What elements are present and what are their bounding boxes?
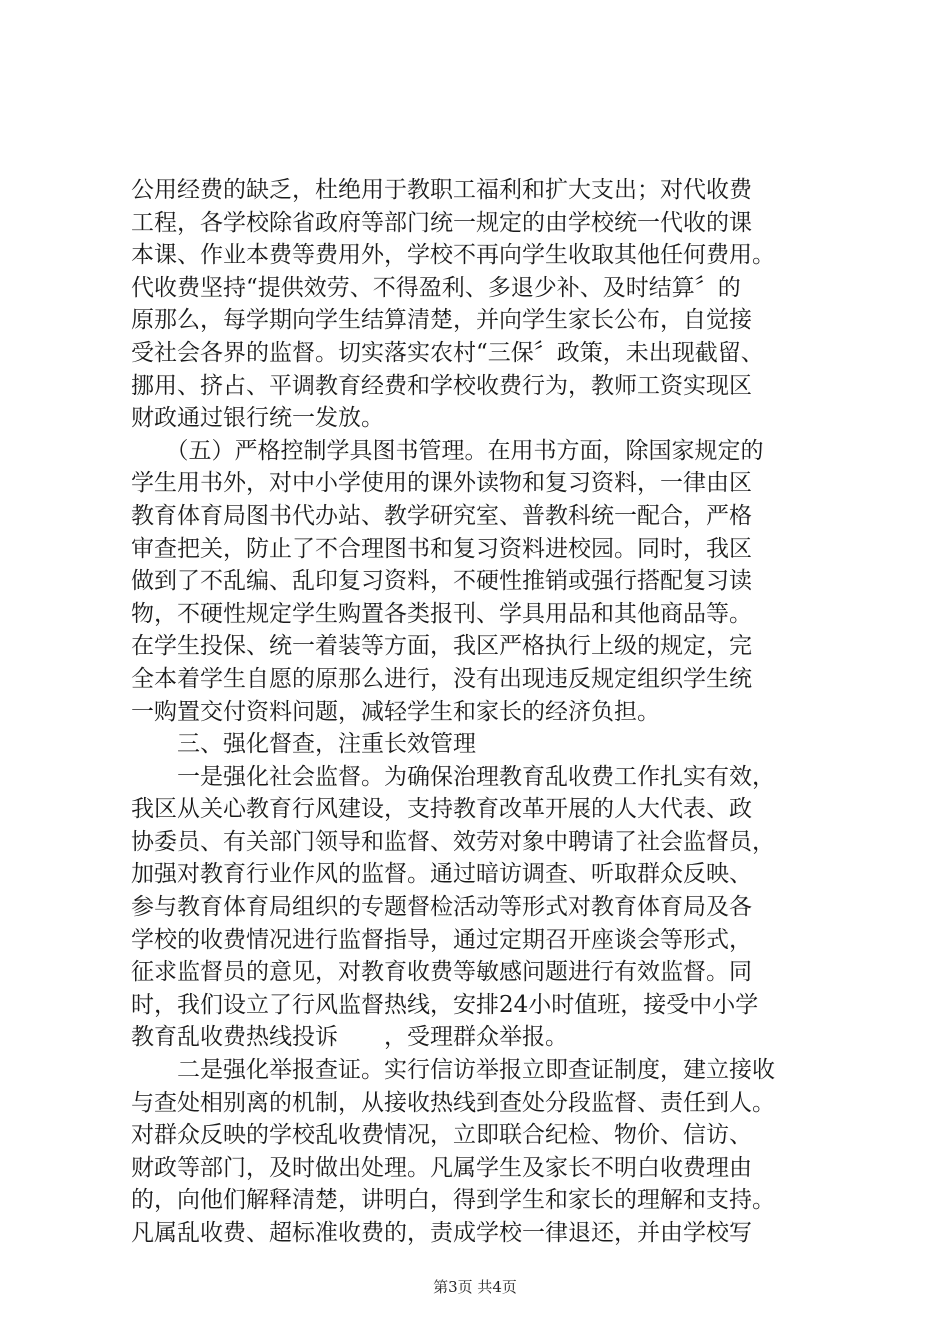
text-line: 做到了不乱编、乱印复习资料，不硬性推销或强行搭配复习读 <box>131 568 752 595</box>
text-line: 财政通过银行统一发放。 <box>131 405 384 432</box>
text-line: 的，向他们解释清楚，讲明白，得到学生和家长的理解和支持。 <box>131 1187 775 1214</box>
text-line: 时，我们设立了行风监督热线，安排24小时值班，接受中小学 <box>131 991 759 1018</box>
text-line: 受社会各界的监督。切实落实农村“三保〞政策，未出现截留、 <box>131 339 764 366</box>
text-line: 在学生投保、统一着装等方面，我区严格执行上级的规定，完 <box>131 633 752 660</box>
text-line: 财政等部门，及时做出处理。凡属学生及家长不明白收费理由 <box>131 1154 752 1181</box>
text-line: 学校的收费情况进行监督指导，通过定期召开座谈会等形式， <box>131 926 752 953</box>
text-line: 代收费坚持“提供效劳、不得盈利、多退少补、及时结算〞的 <box>131 274 741 301</box>
text-line: 一是强化社会监督。为确保治理教育乱收费工作扎实有效， <box>131 763 775 790</box>
text-line: 征求监督员的意见，对教育收费等敏感问题进行有效监督。同 <box>131 959 752 986</box>
text-line: 审查把关，防止了不合理图书和复习资料进校园。同时，我区 <box>131 535 752 562</box>
text-line: 教育体育局图书代办站、教学研究室、普教科统一配合，严格 <box>131 502 752 529</box>
text-line: （五）严格控制学具图书管理。在用书方面，除国家规定的 <box>131 437 764 464</box>
text-line: 学生用书外，对中小学使用的课外读物和复习资料，一律由区 <box>131 470 752 497</box>
text-line: 我区从关心教育行风建设，支持教育改革开展的人大代表、政 <box>131 796 752 823</box>
text-line: 二是强化举报查证。实行信访举报立即查证制度，建立接收 <box>131 1057 775 1084</box>
text-line: 公用经费的缺乏，杜绝用于教职工福利和扩大支出；对代收费 <box>131 177 752 203</box>
text-line: 与查处相别离的机制，从接收热线到查处分段监督、责任到人。 <box>131 1089 775 1116</box>
section-heading: 三、强化督查，注重长效管理 <box>131 731 476 758</box>
page-footer: 第3页 共4页 <box>433 1278 517 1296</box>
text-line: 对群众反映的学校乱收费情况，立即联合纪检、物价、信访、 <box>131 1122 752 1149</box>
text-line: 物，不硬性规定学生购置各类报刊、学具用品和其他商品等。 <box>131 600 752 627</box>
text-line: 挪用、挤占、平调教育经费和学校收费行为，教师工资实现区 <box>131 372 752 399</box>
text-line: 协委员、有关部门领导和监督、效劳对象中聘请了社会监督员， <box>131 828 775 855</box>
text-line: 加强对教育行业作风的监督。通过暗访调查、听取群众反映、 <box>131 861 752 888</box>
text-line: 本课、作业本费等费用外，学校不再向学生收取其他任何费用。 <box>131 242 775 269</box>
text-line: 参与教育体育局组织的专题督检活动等形式对教育体育局及各 <box>131 894 752 921</box>
body-text <box>131 174 831 1250</box>
text-line: 工程，各学校除省政府等部门统一规定的由学校统一代收的课 <box>131 209 752 236</box>
text-line: 一购置交付资料问题，减轻学生和家长的经济负担。 <box>131 698 660 725</box>
text-line: 原那么，每学期向学生结算清楚，并向学生家长公布，自觉接 <box>131 307 752 334</box>
text-line: 凡属乱收费、超标准收费的，责成学校一律退还，并由学校写 <box>131 1220 752 1246</box>
text-line: 教育乱收费热线投诉 ，受理群众举报。 <box>131 1024 568 1051</box>
text-line: 全本着学生自愿的原那么进行，没有出现违反规定组织学生统 <box>131 665 752 692</box>
